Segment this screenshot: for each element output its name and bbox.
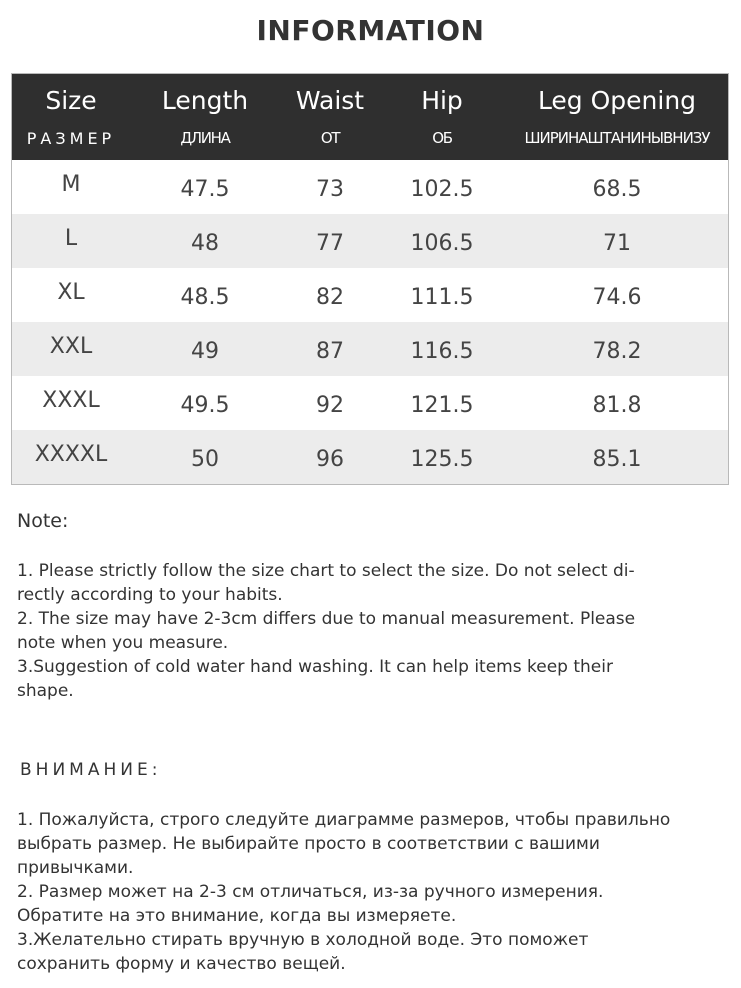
cell-size: XXXL (42, 388, 100, 413)
cell-waist: 73 (316, 177, 344, 202)
header-length-label: Length (161, 86, 249, 115)
cell-hip: 111.5 (410, 285, 474, 310)
cell-leg-opening: 81.8 (592, 393, 642, 418)
header-hip-label: Hip (421, 86, 463, 115)
cell-hip: 121.5 (410, 393, 474, 418)
note-line: 1. Please strictly follow the size chart to select the size. Do not select di- (17, 561, 635, 581)
cell-size: XL (57, 280, 85, 305)
cell-hip: 125.5 (410, 447, 474, 472)
ru-note-line: 3.Желательно стирать вручную в холодной воде. Это поможет (17, 930, 589, 950)
ru-note-line: 1. Пожалуйста, строго следуйте диаграмме размеров, чтобы правильно (17, 810, 671, 830)
cell-length: 49.5 (180, 393, 230, 418)
cell-waist: 96 (316, 447, 344, 472)
cell-length: 50 (191, 447, 219, 472)
cell-leg-opening: 78.2 (592, 339, 642, 364)
page-title: INFORMATION (256, 14, 485, 47)
note-line: rectly according to your habits. (17, 585, 283, 605)
cell-size: XXL (49, 334, 93, 359)
cell-leg-opening: 68.5 (592, 177, 642, 202)
table-row (12, 160, 728, 214)
cell-waist: 82 (316, 285, 344, 310)
cell-length: 49 (191, 339, 219, 364)
cell-hip: 116.5 (410, 339, 474, 364)
ru-note-heading: ВНИМАНИЕ: (20, 760, 162, 780)
table-header (12, 74, 728, 160)
header-waist-label: Waist (295, 86, 365, 115)
note-line: shape. (17, 681, 74, 701)
cell-leg-opening: 71 (603, 231, 631, 256)
cell-length: 48.5 (180, 285, 230, 310)
cell-size: M (61, 172, 81, 197)
header-size (12, 74, 130, 160)
ru-note-line: привычками. (17, 858, 134, 878)
header-leg-opening-label-ru: ШИРИНАШТАНИНЫВНИЗУ (524, 129, 710, 147)
cell-waist: 92 (316, 393, 344, 418)
note-line: 3.Suggestion of cold water hand washing. It can help items keep their (17, 657, 613, 677)
header-hip (380, 74, 504, 160)
cell-size: XXXXL (34, 442, 108, 467)
header-leg-opening (504, 74, 730, 160)
header-waist-label-ru: ОТ (320, 129, 340, 147)
header-size-label: Size (45, 86, 97, 115)
cell-waist: 77 (316, 231, 344, 256)
cell-size: L (64, 226, 78, 251)
header-hip-label-ru: ОБ (432, 129, 452, 147)
note-heading: Note: (17, 510, 69, 532)
ru-note-line: сохранить форму и качество вещей. (17, 954, 346, 974)
cell-length: 47.5 (180, 177, 230, 202)
header-leg-opening-label: Leg Opening (537, 86, 697, 115)
note-line: note when you measure. (17, 633, 229, 653)
cell-length: 48 (191, 231, 219, 256)
header-waist (280, 74, 380, 160)
table-row (12, 376, 728, 430)
cell-hip: 102.5 (410, 177, 474, 202)
table-row (12, 268, 728, 322)
cell-leg-opening: 74.6 (592, 285, 642, 310)
ru-note-line: выбрать размер. Не выбирайте просто в соответствии с вашими (17, 834, 600, 854)
table-row (12, 430, 728, 484)
table-row (12, 322, 728, 376)
header-length (130, 74, 280, 160)
table-row (12, 214, 728, 268)
header-length-label-ru: ДЛИНА (180, 129, 230, 147)
ru-note-line: Обратите на это внимание, когда вы измеряете. (17, 906, 457, 926)
note-line: 2. The size may have 2-3cm differs due to manual measurement. Please (17, 609, 636, 629)
cell-leg-opening: 85.1 (592, 447, 642, 472)
table-body (12, 160, 728, 484)
ru-note-line: 2. Размер может на 2-3 см отличаться, из-за ручного измерения. (17, 882, 604, 902)
ru-note-body (17, 808, 727, 976)
cell-waist: 87 (316, 339, 344, 364)
note-body (17, 559, 717, 703)
size-chart-table (11, 73, 729, 485)
cell-hip: 106.5 (410, 231, 474, 256)
header-size-label-ru: РАЗМЕР (26, 129, 116, 148)
